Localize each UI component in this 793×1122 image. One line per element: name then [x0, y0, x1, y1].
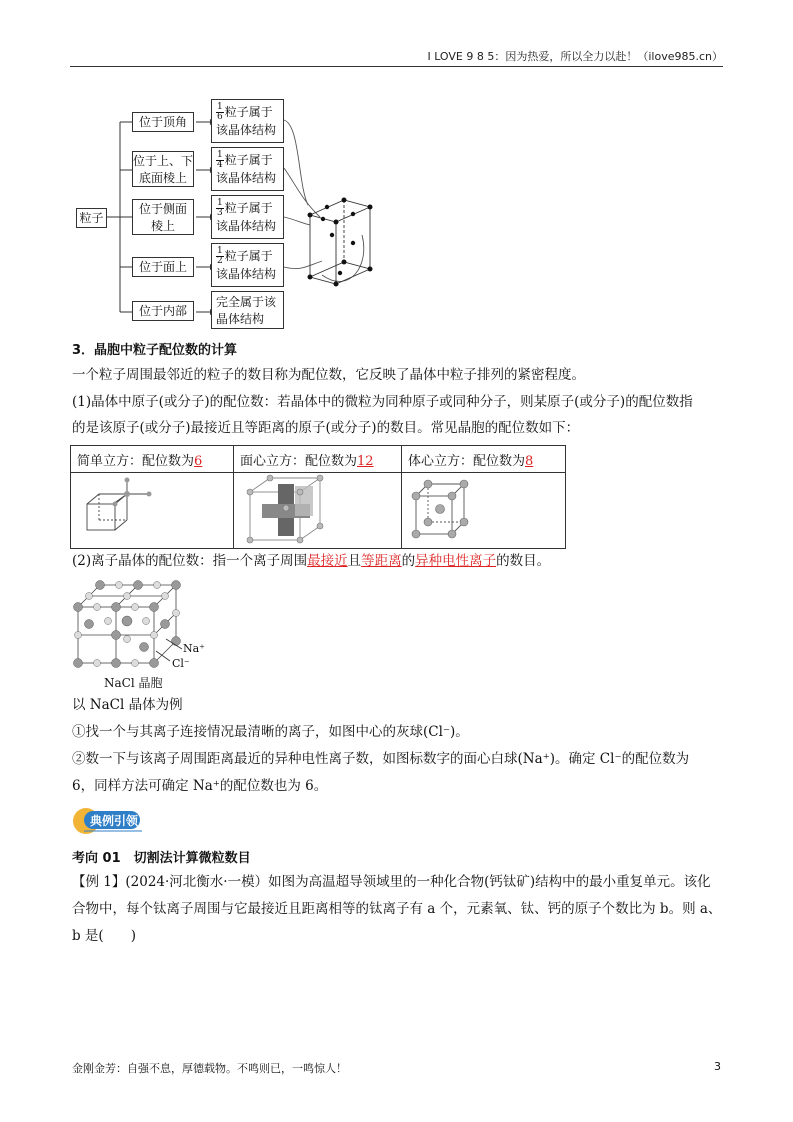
paragraph-example-intro: 以 NaCl 晶体为例: [72, 697, 183, 713]
example-line-1: 【例 1】(2024·河北衡水·一模）如图为高温超导领域里的一种化合物(钙钛矿)结构中的最小重复单元。该化: [72, 874, 711, 890]
paragraph-ionic: (2)离子晶体的配位数：指一个离子周围最接近且等距离的异种电性离子的数目。: [72, 553, 551, 569]
table-row: [71, 473, 566, 549]
page-number: 3: [714, 1060, 721, 1073]
fcc-icon: [240, 474, 395, 544]
nacl-caption: NaCl 晶胞: [104, 676, 163, 690]
paragraph-step-2a: ②数一下与该离子周围距离最近的异种电性离子数，如图标数字的面心白球(Na⁺)。确定 Cl⁻的配位数为: [72, 751, 690, 767]
paragraph-atomic-1: (1)晶体中原子(或分子)的配位数：若晶体中的微粒为同种原子或同种分子，则某原子(或分子)的配位数指: [72, 394, 693, 410]
result-node-edge: $\frac{1}{4}$ 粒子属于 该晶体结构: [211, 147, 284, 191]
example-badge: [72, 807, 152, 835]
header-rule: [70, 66, 723, 67]
pos-node-edge: 位于上、下 底面棱上: [132, 151, 194, 187]
fcc-figure: [234, 473, 402, 549]
bcc-figure: [402, 473, 566, 549]
paragraph-atomic-2: 的是该原子(或分子)最接近且等距离的原子(或分子)的数目。常见晶胞的配位数如下：: [72, 420, 580, 436]
example-heading: 考向 01 切割法计算微粒数目: [72, 851, 251, 866]
example-line-3: b 是( ): [72, 928, 136, 944]
section-title: 3．晶胞中粒子配位数的计算: [72, 343, 238, 358]
paragraph-definition: 一个粒子周围最邻近的粒子的数目称为配位数，它反映了晶体中粒子排列的紧密程度。: [72, 367, 585, 383]
fraction: $\frac{1}{6}$: [217, 102, 223, 122]
simple-cubic-icon: [77, 474, 227, 544]
table-cell-bcc: 体心立方：配位数为8: [402, 446, 566, 473]
result-node-interior: 完全属于该 晶体结构: [211, 291, 284, 329]
fraction: $\frac{1}{2}$: [217, 246, 223, 266]
result-node-face: $\frac{1}{2}$ 粒子属于 该晶体结构: [211, 243, 284, 287]
result-node-vertex: $\frac{1}{6}$ 粒子属于 该晶体结构: [211, 99, 284, 143]
footer-motto: 金刚金芳：自强不息，厚德载物。不鸣则已，一鸣惊人！: [72, 1062, 347, 1075]
paragraph-step-2b: 6，同样方法可确定 Na⁺的配位数也为 6。: [72, 778, 328, 794]
na-label: Na⁺: [183, 642, 205, 655]
example-line-2: 合物中，每个钛离子周围与它最接近且距离相等的钛离子有 a 个，元素氧、钛、钙的原子个数比为 b。则 a、: [72, 901, 722, 917]
result-node-side-edge: $\frac{1}{3}$ 粒子属于 该晶体结构: [211, 195, 284, 239]
bcc-icon: [408, 474, 559, 544]
nacl-unit-cell: [70, 577, 210, 669]
table-cell-fcc: 面心立方：配位数为12: [234, 446, 402, 473]
pos-node-vertex: 位于顶角: [132, 112, 194, 132]
fraction: $\frac{1}{3}$: [217, 198, 223, 218]
fraction: $\frac{1}{4}$: [217, 150, 223, 170]
pos-node-interior: 位于内部: [132, 301, 194, 321]
table-cell-simple: 简单立方：配位数为6: [71, 446, 234, 473]
coordination-table: [70, 445, 566, 549]
table-row: [71, 446, 566, 473]
cl-label: Cl⁻: [172, 657, 190, 670]
root-node: 粒子: [76, 208, 107, 228]
simple-cubic-figure: [71, 473, 234, 549]
page-header: I LOVE 9 8 5：因为热爱，所以全力以赴！（ilove985.cn）: [427, 50, 723, 63]
pos-node-side-edge: 位于侧面 棱上: [132, 199, 194, 235]
paragraph-step-1: ①找一个与其离子连接情况最清晰的离子，如图中心的灰球(Cl⁻)。: [72, 724, 469, 740]
badge-label: 典例引领: [90, 814, 139, 828]
pos-node-face: 位于面上: [132, 257, 194, 277]
